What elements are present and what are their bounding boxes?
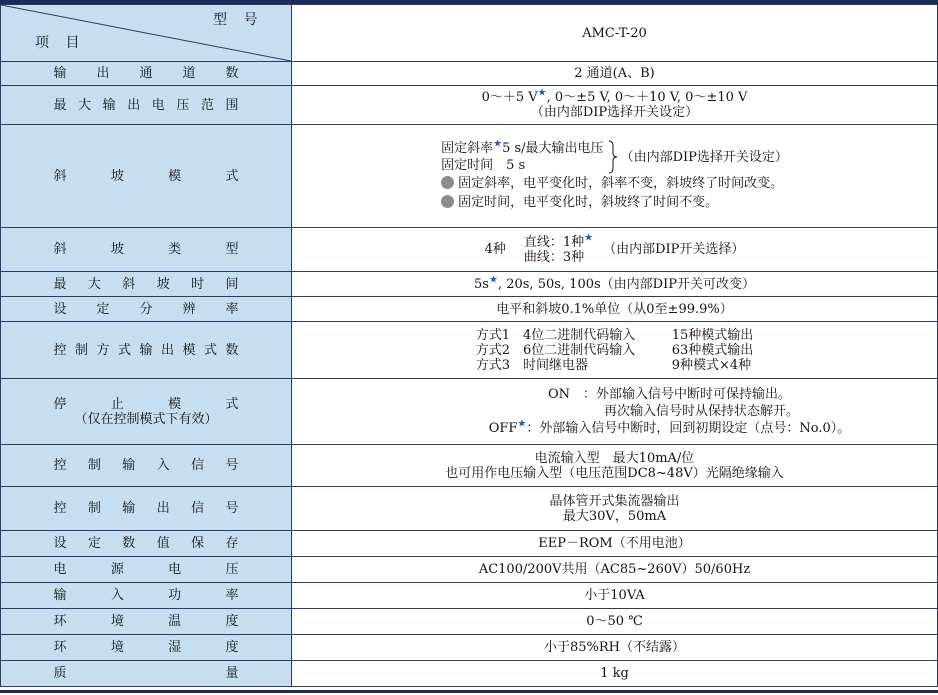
- list-item: 方式2 6位二进制代码输入 63种模式输出: [475, 342, 754, 358]
- star-icon: ★: [488, 274, 498, 286]
- label-control-input: 控制输入信号: [53, 458, 239, 473]
- label-stop-mode: 停止模式: [53, 396, 239, 412]
- label-control-modes: 控制方式输出模式数: [53, 342, 239, 358]
- row-control-output: [1, 487, 938, 531]
- ramp-brace-note: （由内部DIP选择开关设定）: [620, 149, 788, 165]
- ramp-note-1: 固定斜率，电平变化时，斜率不变，斜坡终了时间改变。: [441, 174, 788, 193]
- label-output-channels: 输出通道数: [53, 66, 239, 81]
- ramp-type-linear: 直线：1种★: [523, 232, 594, 250]
- value-memory: EEP－ROM（不用电池）: [292, 531, 938, 557]
- ramp-fixed-slope: 固定斜率★5 s/最大输出电压: [441, 138, 604, 156]
- value-ambient-temp: 0～50 ℃: [292, 609, 938, 635]
- ramp-type-note: （由内部DIP开关选择）: [603, 242, 745, 257]
- label-stop-mode-sub: （仅在控制模式下有效）: [74, 411, 218, 427]
- label-memory: 设定数值保存: [53, 536, 239, 551]
- ramp-note-2: 固定时间，电平变化时，斜坡终了时间不变。: [441, 193, 788, 212]
- label-ambient-humidity: 环境湿度: [53, 640, 239, 655]
- stop-mode-on: ON ：外部输入信号中断时可保持输出。: [547, 387, 792, 402]
- stop-mode-on-2: 再次输入信号时从保持状态解开。: [603, 404, 799, 419]
- value-ambient-humidity: 小于85%RH（不结露）: [292, 635, 938, 661]
- label-max-ramp-time: 最大斜坡时间: [53, 276, 239, 292]
- bullet-dot-icon: [441, 176, 454, 189]
- value-max-output-voltage: 0～＋5 V★, 0～±5 V, 0～＋10 V, 0～±10 V: [481, 87, 748, 105]
- value-output-channels: 2 通道(A、B): [292, 62, 938, 86]
- row-ambient-temp: [1, 609, 938, 635]
- row-max-output-voltage: [1, 86, 938, 125]
- row-ramp-type: [1, 228, 938, 272]
- header-row: [1, 5, 938, 62]
- row-stop-mode: [1, 379, 938, 445]
- label-ramp-mode: 斜坡模式: [53, 168, 239, 184]
- row-memory: [1, 531, 938, 557]
- star-icon: ★: [493, 138, 503, 150]
- bottom-rule: [0, 690, 938, 693]
- label-max-output-voltage: 最大输出电压范围: [53, 97, 239, 113]
- label-weight: 质量: [53, 666, 239, 681]
- list-item: 方式1 4位二进制代码输入 15种模式输出: [475, 327, 754, 343]
- right-brace-icon: [608, 140, 618, 174]
- ramp-type-curve: 曲线：3种: [523, 249, 585, 265]
- ramp-type-count: 4种: [484, 242, 506, 257]
- row-control-input: [1, 445, 938, 487]
- label-ramp-type: 斜坡类型: [53, 242, 239, 257]
- row-ramp-mode: [1, 125, 938, 228]
- row-output-channels: [1, 62, 938, 86]
- ramp-type-block: [484, 232, 745, 265]
- model-value: AMC-T-20: [292, 5, 938, 62]
- star-icon: ★: [584, 232, 594, 244]
- row-max-ramp-time: [1, 272, 938, 297]
- row-control-modes: [1, 322, 938, 379]
- list-item: 方式3 时间继电器 9种模式×4种: [475, 357, 752, 373]
- label-resolution: 设定分辨率: [53, 301, 239, 317]
- row-weight: [1, 661, 938, 687]
- label-control-output: 控制输出信号: [53, 501, 239, 516]
- star-icon: ★: [517, 418, 527, 430]
- stop-mode-off: OFF★：外部输入信号中断时，回到初期设定（点号：No.0）。: [488, 418, 851, 436]
- label-power-voltage: 电源电压: [53, 562, 239, 577]
- note-max-output-voltage: （由内部DIP选择开关设定）: [530, 105, 699, 120]
- control-input-line1: 电流输入型 最大10mA/位: [534, 450, 695, 466]
- row-resolution: [1, 297, 938, 322]
- value-power-voltage: AC100/200V共用（AC85~260V）50/60Hz: [292, 557, 938, 583]
- spec-table: [0, 4, 938, 687]
- value-max-ramp-time: 5s★, 20s, 50s, 100s（由内部DIP开关可改变）: [292, 272, 938, 297]
- ramp-fixed-time: 固定时间 5 s: [441, 158, 526, 173]
- row-ambient-humidity: [1, 635, 938, 661]
- bullet-dot-icon: [441, 195, 454, 208]
- control-output-line2: 最大30V，50mA: [562, 508, 667, 524]
- ramp-mode-block: [441, 140, 788, 212]
- row-power-voltage: [1, 557, 938, 583]
- control-output-line1: 晶体管开式集流器输出: [549, 493, 680, 509]
- control-input-line2: 也可用作电压输入型（电压范围DC8~48V）光隔绝缘输入: [445, 465, 784, 481]
- label-ambient-temp: 环境温度: [53, 614, 239, 629]
- value-weight: 1 kg: [292, 661, 938, 687]
- star-icon: ★: [537, 87, 547, 99]
- model-header-label: 型 号: [213, 12, 264, 28]
- item-header-label: 项 目: [35, 35, 86, 51]
- header-corner-cell: [1, 5, 292, 62]
- control-modes-list: [476, 328, 754, 373]
- row-input-power: [1, 583, 938, 609]
- value-input-power: 小于10VA: [292, 583, 938, 609]
- label-input-power: 输入功率: [53, 588, 239, 603]
- value-resolution: 电平和斜坡0.1%单位（从0至±99.9%）: [292, 297, 938, 322]
